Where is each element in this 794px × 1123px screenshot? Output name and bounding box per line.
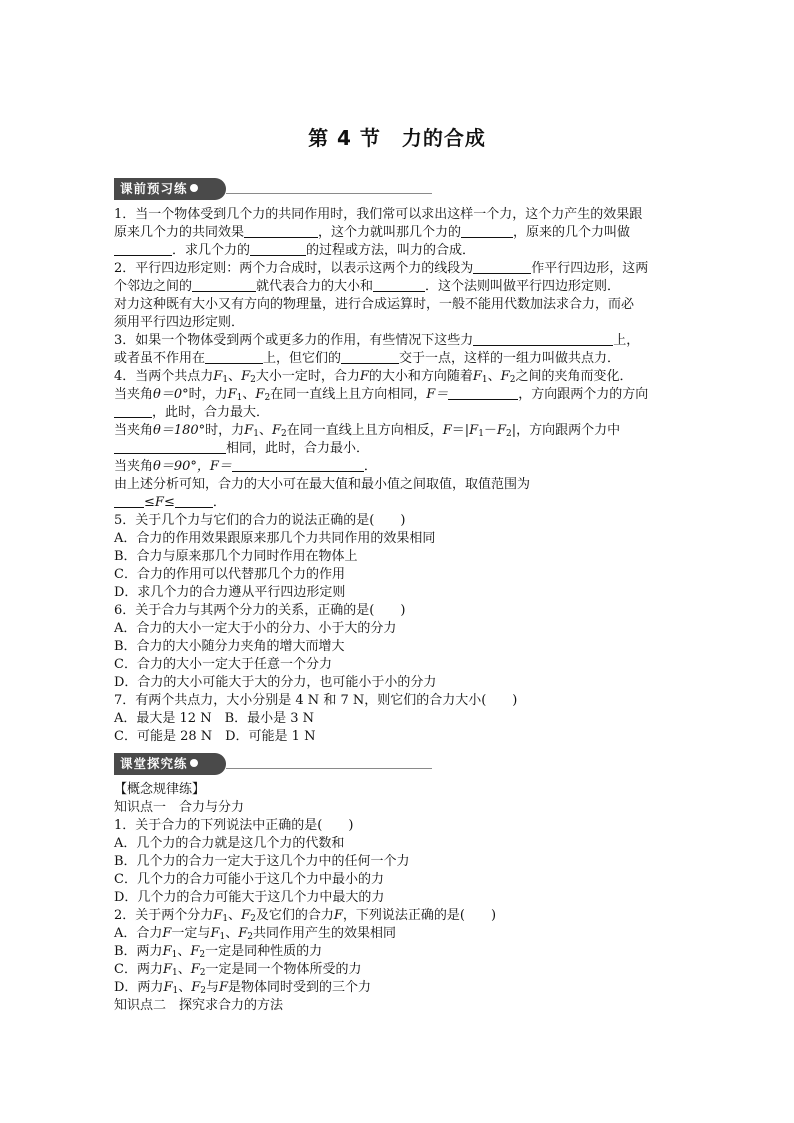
option-d[interactable]: D．几个力的合力可能大于这几个力中最大的力: [114, 890, 385, 905]
answer-blank[interactable]: [232, 458, 364, 472]
question-line: 须用平行四边形定则．: [114, 315, 245, 330]
question-line: 当夹角θ＝90°，F＝ ．: [114, 459, 377, 474]
question-stem: 7．有两个共点力，大小分别是 4 N 和 7 N，则它们的合力大小( ): [114, 693, 518, 708]
answer-blank[interactable]: [448, 386, 518, 400]
option-c[interactable]: C．两力$F_1$、$F_2$一定是同一个物体所受的力: [114, 962, 362, 978]
option-b[interactable]: B．几个力的合力一定大于这几个力中的任何一个力: [114, 854, 410, 869]
section-banner-explore: [114, 753, 432, 775]
option-a[interactable]: A．合力F一定与$F_1$、$F_2$共同作用产生的效果相同: [114, 926, 396, 942]
question-line: 当夹角θ＝180°时，力$F_1$、$F_2$在同一直线上且方向相反，$F=|F_1-F_2|$，方向跟两个力中: [114, 423, 621, 439]
option-d[interactable]: D．求几个力的合力遵从平行四边形定则: [114, 585, 346, 600]
options-cd[interactable]: C．可能是 28 N D．可能是 1 N: [114, 729, 316, 744]
option-a[interactable]: A．几个力的合力就是这几个力的代数和: [114, 836, 345, 851]
question-line: 相同，此时，合力最小．: [114, 440, 684, 458]
question-line: 当夹角θ＝0°时，力$F_1$、$F_2$在同一直线上且方向相同，F＝ ，方向跟两个力的方向: [114, 387, 649, 403]
knowledge-point-heading: 知识点二 探究求合力的方法: [114, 998, 284, 1013]
page-title: 第 4 节 力的合成: [308, 126, 486, 150]
option-a[interactable]: A．合力的大小一定大于小的分力、小于大的分力: [114, 621, 397, 636]
option-b[interactable]: B．合力的大小随分力夹角的增大而增大: [114, 639, 345, 654]
option-b[interactable]: B．两力$F_1$、$F_2$一定是同种性质的力: [114, 944, 323, 960]
question-stem: 1．关于合力的下列说法中正确的是( ): [114, 818, 354, 833]
answer-blank[interactable]: [373, 278, 425, 292]
answer-blank[interactable]: [244, 224, 318, 238]
answer-blank[interactable]: [114, 440, 226, 454]
option-c[interactable]: C．几个力的合力可能小于这几个力中最小的力: [114, 872, 384, 887]
answer-blank[interactable]: [114, 494, 144, 508]
answer-blank[interactable]: [250, 242, 306, 256]
answer-blank[interactable]: [473, 260, 531, 274]
concept-heading: 【概念规律练】: [114, 782, 206, 797]
answer-blank[interactable]: [341, 350, 399, 364]
bullet-dot-icon: [190, 184, 198, 192]
section-label: 课前预习练: [114, 178, 226, 200]
question-line: 或者虽不作用在 上，但它们的 交于一点，这样的一组力叫做共点力．: [114, 351, 621, 366]
option-a[interactable]: A．合力的作用效果跟原来那几个力共同作用的效果相同: [114, 531, 436, 546]
question-line: 1．当一个物体受到几个力的共同作用时，我们常可以求出这样一个力，这个力产生的效果跟: [114, 207, 643, 222]
answer-blank[interactable]: [175, 494, 213, 508]
question-line: ，此时，合力最大．: [114, 404, 684, 422]
options-ab[interactable]: A．最大是 12 N B．最小是 3 N: [114, 711, 315, 726]
answer-blank[interactable]: [114, 242, 172, 256]
question-line: 2．平行四边形定则：两个力合成时，以表示这两个力的线段为 作平行四边形，这两: [114, 261, 649, 276]
question-stem: 6．关于合力与其两个分力的关系，正确的是( ): [114, 603, 406, 618]
answer-blank[interactable]: [114, 404, 152, 418]
bullet-dot-icon: [190, 759, 198, 767]
answer-blank[interactable]: [205, 350, 263, 364]
section-banner-preview: [114, 178, 432, 200]
answer-blank[interactable]: [473, 332, 613, 346]
question-line: 原来几个力的共同效果 ，这个力就叫那几个力的 ，原来的几个力叫做: [114, 225, 631, 240]
option-c[interactable]: C．合力的大小一定大于任意一个分力: [114, 657, 332, 672]
option-d[interactable]: D．合力的大小可能大于大的分力，也可能小于小的分力: [114, 675, 437, 690]
question-line: 由上述分析可知，合力的大小可在最大值和最小值之间取值，取值范围为: [114, 477, 531, 492]
divider: [226, 768, 432, 769]
preview-exercises: [114, 206, 684, 746]
divider: [226, 193, 432, 194]
answer-blank[interactable]: [461, 224, 513, 238]
option-b[interactable]: B．合力与原来那几个力同时作用在物体上: [114, 549, 358, 564]
knowledge-point-heading: 知识点一 合力与分力: [114, 800, 245, 815]
question-stem: 5．关于几个力与它们的合力的说法正确的是( ): [114, 513, 406, 528]
question-line: ≤F≤ ．: [114, 494, 684, 512]
explore-exercises: [114, 781, 684, 1015]
question-line: 3．如果一个物体受到两个或更多力的作用，有些情况下这些力 上，: [114, 333, 640, 348]
question-line: 4．当两个共点力$F_1$、$F_2$大小一定时，合力F的大小和方向随着$F_1$、$F_2$之间的夹角而变化．: [114, 369, 633, 385]
section-label: 课堂探究练: [114, 753, 226, 775]
question-line: 个邻边之间的 就代表合力的大小和 ．这个法则叫做平行四边形定则．: [114, 279, 621, 294]
answer-blank[interactable]: [192, 278, 256, 292]
question-line: 对力这种既有大小又有方向的物理量，进行合成运算时，一般不能用代数加法求合力，而必: [114, 297, 635, 312]
question-line: ．求几个力的 的过程或方法，叫力的合成．: [114, 242, 684, 260]
option-d[interactable]: D．两力$F_1$、$F_2$与F是物体同时受到的三个力: [114, 980, 372, 996]
question-stem: 2．关于两个分力$F_1$、$F_2$及它们的合力F，下列说法正确的是( ): [114, 908, 497, 924]
option-c[interactable]: C．合力的作用可以代替那几个力的作用: [114, 567, 345, 582]
